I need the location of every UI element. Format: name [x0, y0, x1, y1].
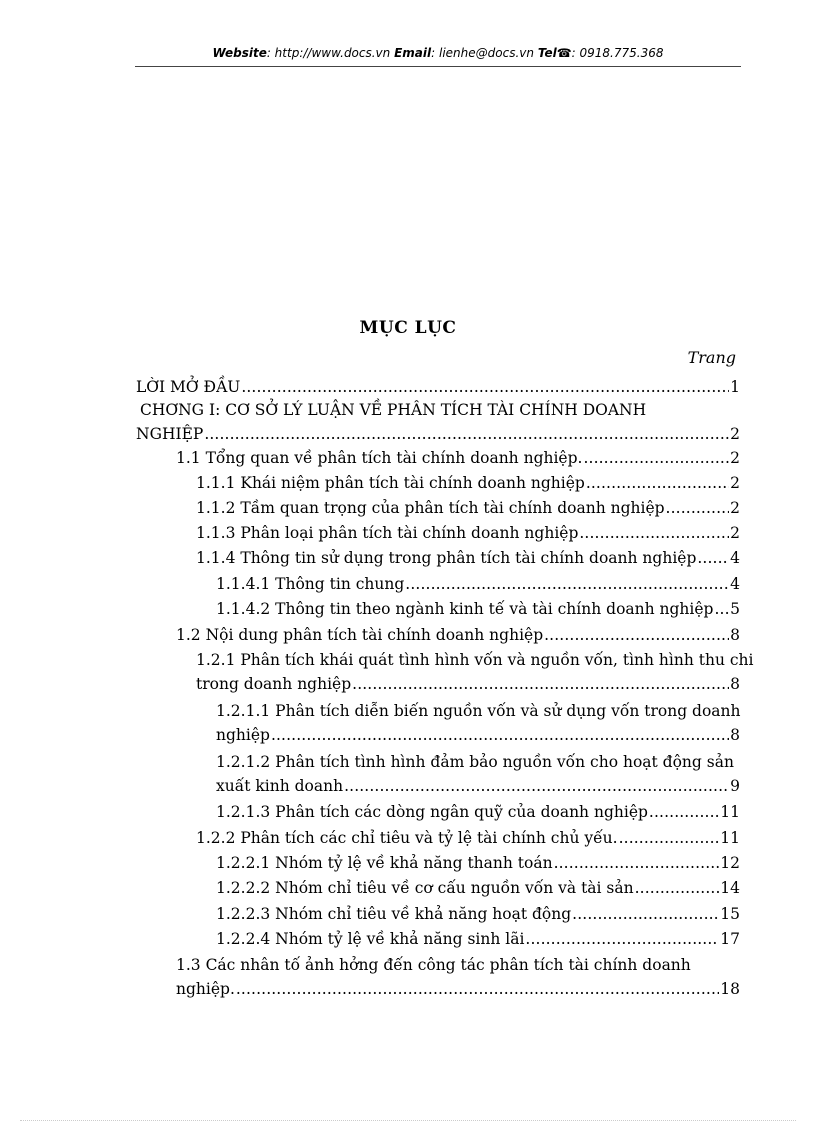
toc-entry-text: 1.2.2.1 Nhóm tỷ lệ về khả năng thanh toán — [216, 854, 553, 872]
toc-entry-page: 8 — [730, 626, 740, 644]
toc-entry-text-line2: trong doanh nghiệp — [196, 675, 352, 693]
toc-entry-page: 5 — [730, 600, 740, 618]
dot-leader — [554, 851, 720, 875]
toc-entry-page: 1 — [730, 378, 740, 396]
toc-entry-text: 1.2 Nội dung phân tích tài chính doanh nghiệp — [176, 626, 544, 644]
page-column-label: Trang — [687, 348, 736, 367]
tel-value: : 0918.775.368 — [571, 46, 664, 60]
toc-entry-page: 2 — [730, 474, 740, 492]
toc-entry-text-line2: xuất kinh doanh — [216, 777, 344, 795]
toc-entry — [176, 623, 740, 647]
dot-leader — [544, 623, 729, 647]
toc-entry-page: 9 — [730, 777, 740, 795]
toc-entry-page: 8 — [730, 726, 740, 744]
dot-leader — [619, 826, 720, 850]
dot-leader — [236, 977, 719, 1001]
toc-entry-text: 1.1.4 Thông tin sử dụng trong phân tích tài chính doanh nghiệp — [196, 549, 697, 567]
dot-leader — [635, 876, 720, 900]
toc-entry-text: 1.2.2.4 Nhóm tỷ lệ về khả năng sinh lãi — [216, 930, 525, 948]
toc-entry-page: 2 — [730, 425, 740, 443]
toc-entry-page: 12 — [720, 854, 740, 872]
toc-entry-text: 1.1.2 Tầm quan trọng của phân tích tài chính doanh nghiệp — [196, 499, 665, 517]
dot-leader — [352, 672, 729, 696]
toc-entry-page: 4 — [730, 575, 740, 593]
toc-entry-page: 15 — [720, 905, 740, 923]
toc-entry — [216, 927, 740, 951]
toc-entry-text: 1.2.2.2 Nhóm chỉ tiêu về cơ cấu nguồn vốn và tài sản — [216, 879, 634, 897]
dot-leader — [204, 422, 729, 446]
footer-divider — [20, 1120, 796, 1121]
toc-entry — [216, 851, 740, 875]
toc-entry — [136, 398, 740, 446]
toc-entry-text: LỜI MỞ ĐẦU — [136, 378, 241, 396]
dot-leader — [344, 774, 729, 798]
dot-leader — [579, 521, 729, 545]
toc-entry-text-line2: NGHIỆP — [136, 425, 204, 443]
toc-entry-text-line2: nghiệp. — [176, 980, 235, 998]
toc-entry — [136, 375, 740, 399]
toc-entry-page: 14 — [720, 879, 740, 897]
toc-entry-text: 1.2.2.3 Nhóm chỉ tiêu về khả năng hoạt động — [216, 905, 572, 923]
toc-entry-page: 2 — [730, 499, 740, 517]
dot-leader — [572, 902, 719, 926]
toc-entry-page: 18 — [720, 980, 740, 998]
phone-icon: ☎ — [556, 46, 572, 60]
toc-entry-page: 8 — [730, 675, 740, 693]
toc-entry-text-line1: 1.2.1.2 Phân tích tình hình đảm bảo nguồn vốn cho hoạt động sản — [216, 753, 734, 771]
toc-entry-text-line1: 1.2.1 Phân tích khái quát tình hình vốn và nguồn vốn, tình hình thu chi — [196, 651, 754, 669]
toc-entry-page: 2 — [730, 524, 740, 542]
toc-entry-text: 1.1.4.2 Thông tin theo ngành kinh tế và tài chính doanh nghiệp — [216, 600, 714, 618]
toc-entry — [216, 597, 740, 621]
website-label: Website — [212, 46, 267, 60]
dot-leader — [697, 546, 729, 570]
toc-entry-text: 1.1.1 Khái niệm phân tích tài chính doanh nghiệp — [196, 474, 585, 492]
toc-entry-text: 1.2.1.3 Phân tích các dòng ngân quỹ của doanh nghiệp — [216, 803, 648, 821]
toc-entry-text-line1: 1.3 Các nhân tố ảnh hởng đến công tác phân tích tài chính doanh — [176, 956, 691, 974]
toc-entry — [216, 876, 740, 900]
toc-entry-page: 2 — [730, 449, 740, 467]
dot-leader — [666, 496, 730, 520]
toc-entry — [216, 750, 740, 798]
dot-leader — [649, 800, 719, 824]
toc-entry — [196, 521, 740, 545]
page-title: MỤC LỤC — [359, 318, 457, 338]
toc-entry — [216, 572, 740, 596]
toc-entry-text: 1.1 Tổng quan về phân tích tài chính doanh nghiệp. — [176, 449, 583, 467]
toc-entry — [196, 546, 740, 570]
dot-leader — [586, 471, 729, 495]
toc-entry-text: 1.1.3 Phân loại phân tích tài chính doanh nghiệp — [196, 524, 579, 542]
toc-entry-text: 1.2.2 Phân tích các chỉ tiêu và tỷ lệ tài chính chủ yếu. — [196, 829, 618, 847]
dot-leader — [405, 572, 729, 596]
header-divider — [135, 66, 741, 67]
dot-leader — [583, 446, 729, 470]
website-value: : http://www.docs.vn — [266, 46, 391, 60]
dot-leader — [241, 375, 729, 399]
toc-entry — [196, 496, 740, 520]
email-value: : lienhe@docs.vn — [431, 46, 534, 60]
toc-entry — [196, 471, 740, 495]
toc-entry — [176, 953, 740, 1001]
toc-entry-page: 11 — [720, 803, 740, 821]
toc-entry-text-line1: CHƠNG I: CƠ SỞ LÝ LUẬN VỀ PHÂN TÍCH TÀI CHÍNH DOANH — [140, 401, 647, 419]
toc-entry — [216, 699, 740, 747]
email-label: Email — [394, 46, 432, 60]
toc-entry-text-line2: nghiệp — [216, 726, 270, 744]
toc-entry — [216, 800, 740, 824]
tel-label: Tel — [537, 46, 557, 60]
toc-entry-page: 17 — [720, 930, 740, 948]
toc-entry-page: 4 — [730, 549, 740, 567]
toc-entry-text: 1.1.4.1 Thông tin chung — [216, 575, 405, 593]
toc-entry — [216, 902, 740, 926]
toc-entry-text-line1: 1.2.1.1 Phân tích diễn biến nguồn vốn và sử dụng vốn trong doanh — [216, 702, 741, 720]
toc-entry-page: 11 — [720, 829, 740, 847]
toc-entry — [176, 446, 740, 470]
toc-entry — [196, 648, 754, 696]
page-header — [135, 46, 741, 60]
dot-leader — [271, 723, 729, 747]
dot-leader — [714, 597, 729, 621]
dot-leader — [525, 927, 719, 951]
toc-entry — [196, 826, 740, 850]
